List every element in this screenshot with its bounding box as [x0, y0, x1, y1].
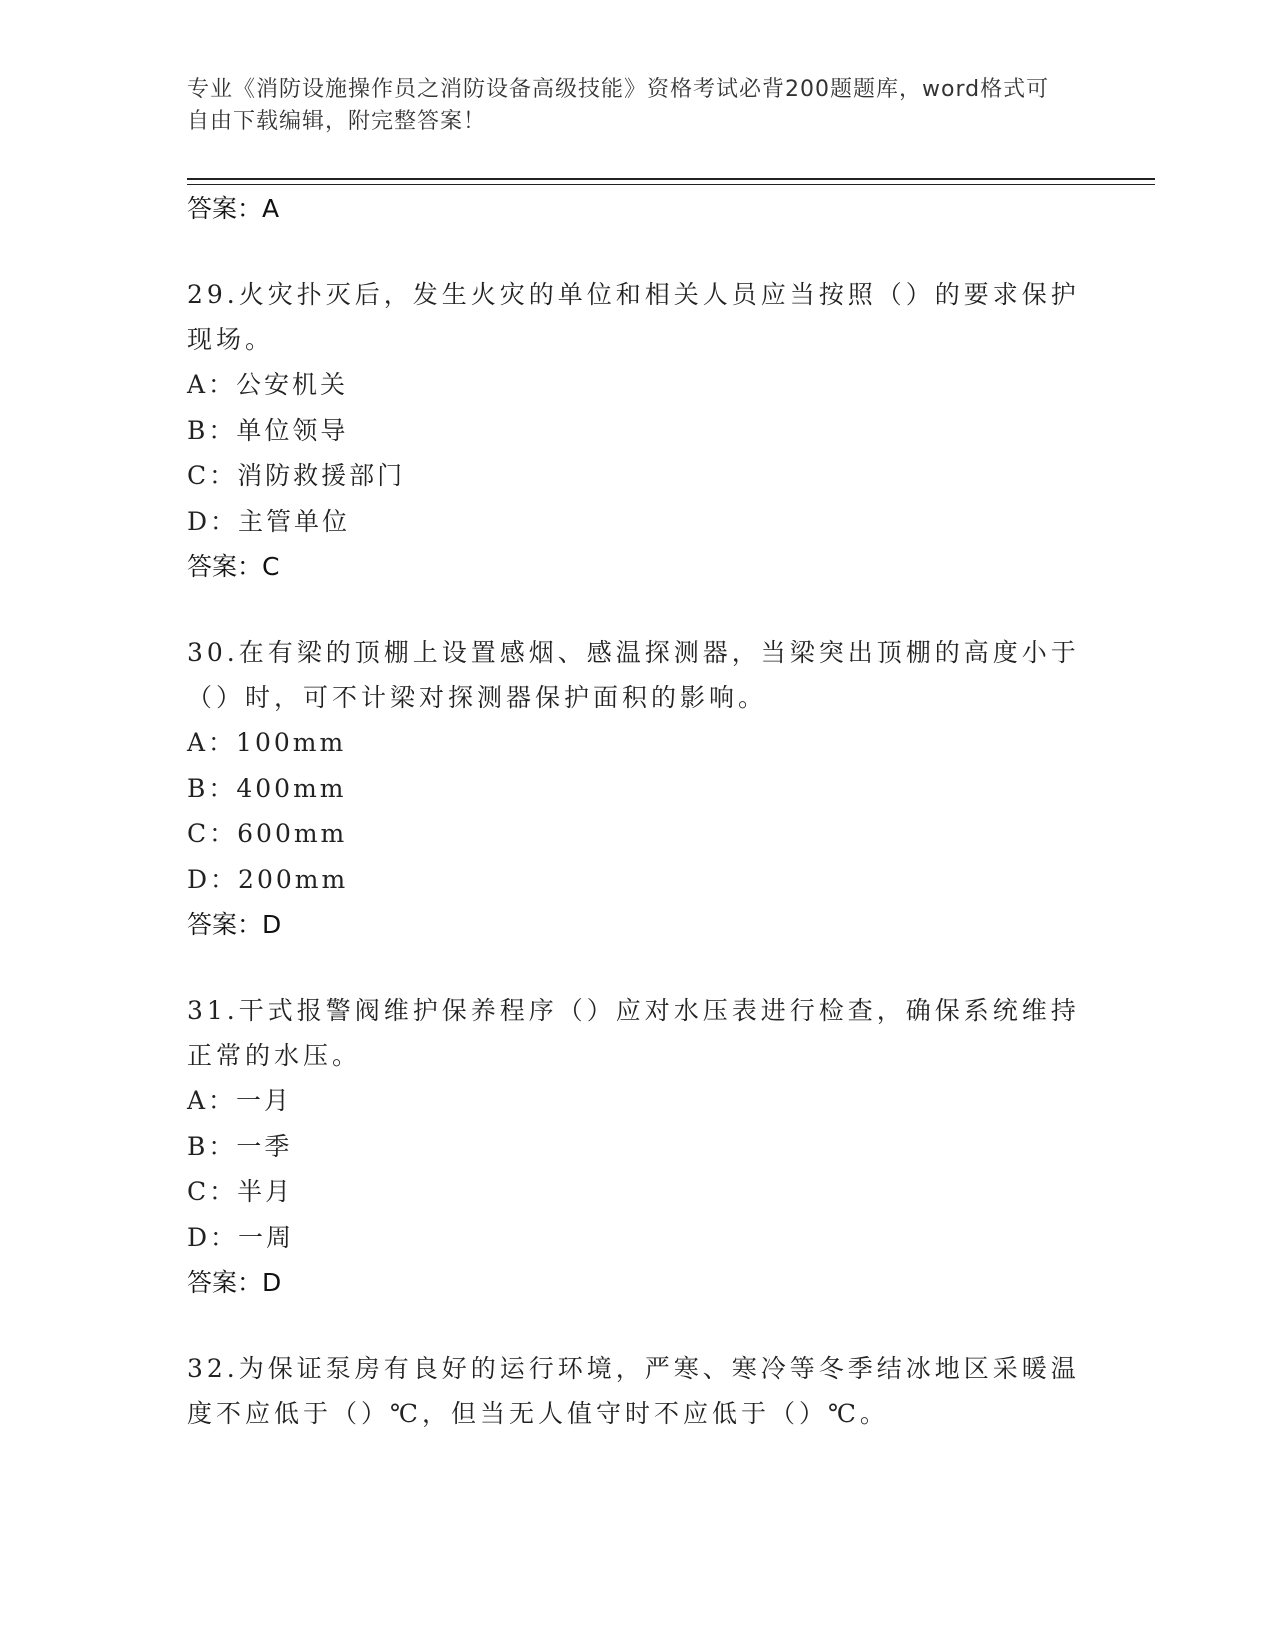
question-stem: 29.火灾扑灭后，发生火灾的单位和相关人员应当按照（）的要求保护现场。 — [187, 280, 1080, 354]
answer-line: 答案：D — [187, 910, 282, 939]
header-divider-thin — [187, 184, 1155, 185]
option-b: B：一季 — [187, 1131, 293, 1161]
answer-line: 答案：A — [187, 194, 280, 223]
option-a: A：100mm — [187, 728, 347, 757]
document-header: 专业《消防设施操作员之消防设备高级技能》资格考试必背200题题库，word格式可自由下载编辑，附完整答案！ — [187, 77, 1050, 134]
option-a: A：一月 — [187, 1086, 293, 1115]
answer-line: 答案：D — [187, 1268, 282, 1297]
option-d: D：200mm — [187, 864, 349, 894]
option-c: C：半月 — [187, 1177, 294, 1206]
question-stem: 32.为保证泵房有良好的运行环境，严寒、寒冷等冬季结冰地区采暖温度不应低于（）℃，但当无人值守时不应低于（）℃。 — [187, 1354, 1080, 1428]
option-b: B：单位领导 — [187, 415, 349, 445]
question-stem: 30.在有梁的顶棚上设置感烟、感温探测器，当梁突出顶棚的高度小于（）时，可不计梁对探测器保护面积的影响。 — [187, 638, 1080, 712]
option-c: C：消防救援部门 — [187, 461, 406, 490]
option-d: D：一周 — [187, 1222, 295, 1252]
header-divider-thick — [187, 178, 1155, 180]
question-stem: 31.干式报警阀维护保养程序（）应对水压表进行检查，确保系统维持正常的水压。 — [187, 996, 1080, 1070]
document-body — [187, 186, 1087, 1436]
question-30 — [187, 630, 1087, 948]
option-a: A：公安机关 — [187, 370, 349, 399]
option-b: B：400mm — [187, 773, 347, 803]
question-31 — [187, 988, 1087, 1306]
option-d: D：主管单位 — [187, 506, 351, 536]
question-29 — [187, 272, 1087, 590]
option-c: C：600mm — [187, 819, 348, 848]
answer-line: 答案：C — [187, 552, 280, 581]
question-32 — [187, 1346, 1087, 1436]
